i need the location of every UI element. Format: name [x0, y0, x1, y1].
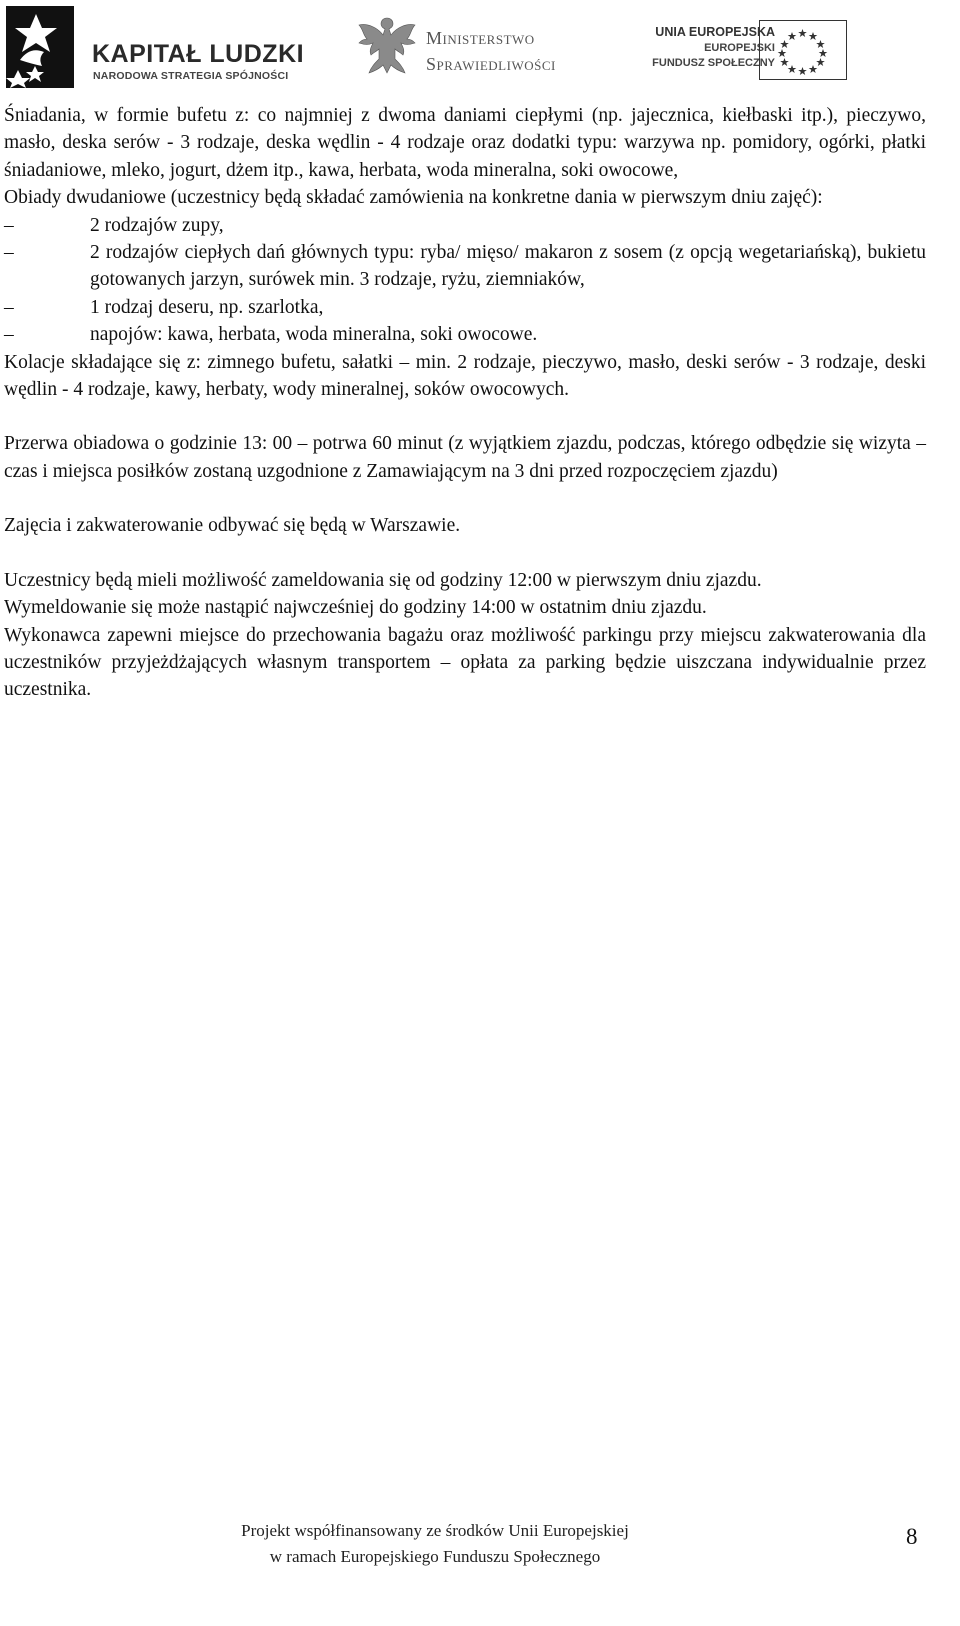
ministry-name-line1: Ministerstwo	[426, 28, 535, 48]
kapital-ludzki-mark-icon	[6, 6, 74, 88]
page-footer	[0, 1518, 960, 1578]
dinner-list	[4, 212, 926, 349]
eu-line3: FUNDUSZ SPOŁECZNY	[652, 57, 775, 69]
document-body	[4, 102, 926, 704]
paragraph-supper: Kolacje składające się z: zimnego bufetu, sałatki – min. 2 rodzaje, pieczywo, masło, deski serów - 3 rodzaje, deski wędlin - 4 rodzaje, kawy, herbaty, wody mineralnej, soków owocowych.	[4, 351, 926, 401]
ministry-logo	[358, 14, 598, 84]
list-dash: –	[4, 296, 14, 318]
list-dash: –	[4, 242, 14, 264]
paragraph-lunch-break: Przerwa obiadowa o godzinie 13: 00 – potrwa 60 minut (z wyjątkiem zjazdu, podczas, którego odbędzie się wizyta – czas i miejsca posiłków zostaną uzgodnione z Zamawiającym na 3 dni przed rozpoczęciem zjazdu)	[4, 433, 926, 482]
list-item	[4, 321, 926, 348]
kapital-ludzki-subtitle: NARODOWA STRATEGIA SPÓJNOŚCI	[93, 70, 289, 82]
list-dash: –	[4, 324, 14, 346]
paragraph-breakfast: Śniadania, w formie bufetu z: co najmniej z dwoma daniami ciepłymi (np. jajecznica, kiełbaski itp.), pieczywo, masło, deska serów - 3 rodzaje, deska wędlin - 4 rodzaje oraz dodatki typu: warzywa np. pomidory, ogórki, płatki śniadaniowe, mleko, jogurt, dżem itp., kawa, herbata, woda mineralna, soki owocowe,	[4, 105, 926, 181]
paragraph-checkout: Wymeldowanie się może nastąpić najwcześniej do godziny 14:00 w ostatnim dniu zjazdu.	[4, 597, 707, 619]
list-item-text: napojów: kawa, herbata, woda mineralna, soki owocowe.	[90, 324, 538, 346]
eu-line1: UNIA EUROPEJSKA	[655, 25, 775, 39]
page-header	[0, 0, 960, 92]
footer-line2: w ramach Europejskiego Funduszu Społecznego	[269, 1547, 601, 1566]
list-item	[4, 294, 926, 321]
list-item	[4, 239, 926, 294]
paragraph-checkin: Uczestnicy będą mieli możliwość zameldowania się od godziny 12:00 w pierwszym dniu zjazdu.	[4, 569, 762, 591]
ministry-name-line2: Sprawiedliwości	[426, 54, 556, 74]
kapital-ludzki-logo	[6, 6, 306, 88]
eu-line2: EUROPEJSKI	[704, 42, 775, 54]
paragraph-location: Zajęcia i zakwaterowanie odbywać się będą w Warszawie.	[4, 515, 461, 537]
eu-flag-icon	[759, 20, 847, 80]
eu-logo	[630, 20, 880, 86]
list-item-text: 2 rodzajów zupy,	[90, 214, 224, 236]
page-number: 8	[906, 1524, 918, 1549]
list-dash: –	[4, 214, 14, 236]
paragraph-dinner-intro: Obiady dwudaniowe (uczestnicy będą składać zamówienia na konkretne dania w pierwszym dniu zajęć):	[4, 187, 823, 209]
list-item-text: 2 rodzajów ciepłych dań głównych typu: ryba/ mięso/ makaron z sosem (z opcją wegetariańską), bukietu gotowanych jarzyn, surówek min. 3 rodzaje, ryżu, ziemniaków,	[90, 242, 926, 291]
list-item-text: 1 rodzaj deseru, np. szarlotka,	[90, 296, 324, 318]
kapital-ludzki-title: KAPITAŁ LUDZKI	[92, 40, 305, 68]
paragraph-luggage: Wykonawca zapewni miejsce do przechowania bagażu oraz możliwość parkingu przy miejscu zakwaterowania dla uczestników przyjeżdżających własnym transportem – opłata za parking będzie uiszczana indywidualnie przez uczestnika.	[4, 624, 926, 701]
eagle-emblem-icon	[358, 14, 416, 84]
footer-line1: Projekt współfinansowany ze środków Unii Europejskiej	[241, 1521, 629, 1540]
list-item	[4, 212, 926, 239]
